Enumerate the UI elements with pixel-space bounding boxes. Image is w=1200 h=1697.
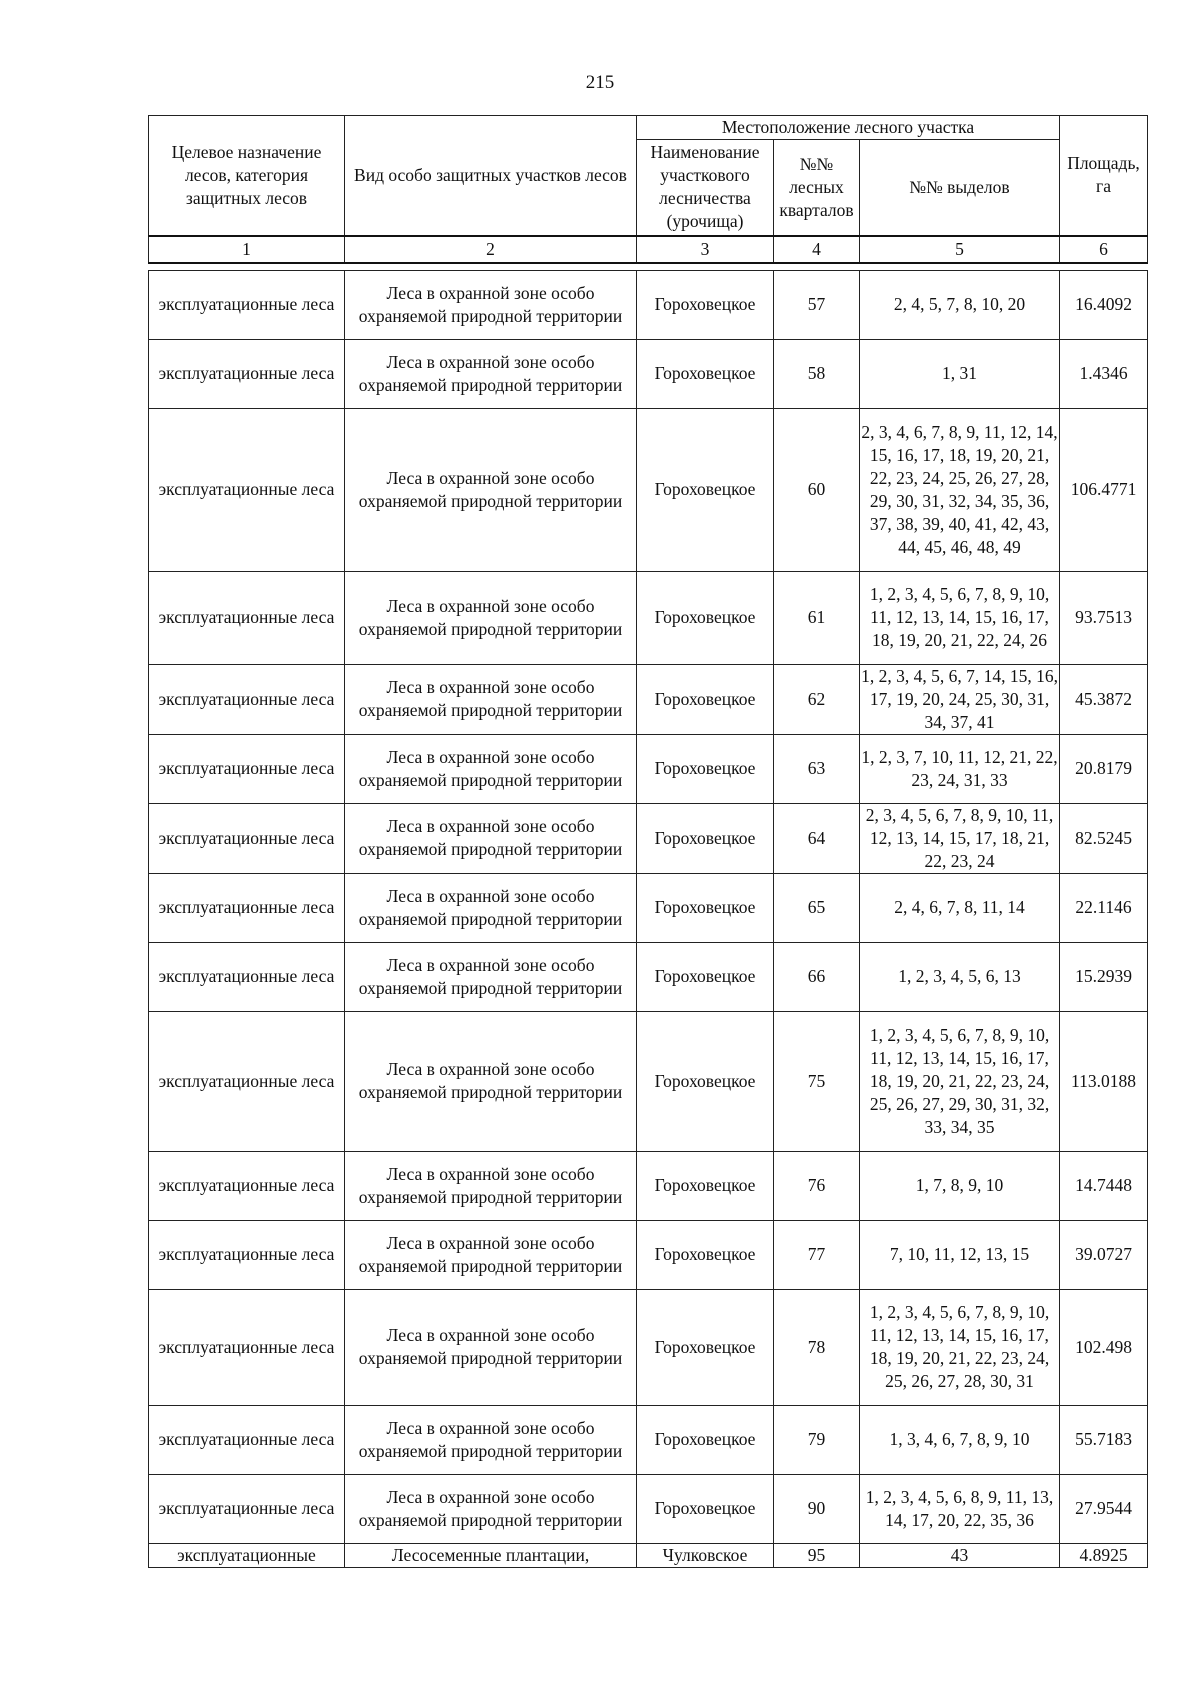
quarter-cell: 75 — [774, 1011, 860, 1151]
type-cell: Леса в охранной зоне особо охраняемой природной территории — [345, 1405, 637, 1474]
plots-cell: 2, 3, 4, 6, 7, 8, 9, 11, 12, 14, 15, 16, 17, 18, 19, 20, 21, 22, 23, 24, 25, 26, 27, 28, 29, 30, 31, 32, 34, 35, 36, 37, 38, 39, 40, 41, 42, 43, 44, 45, 46, 48, 49 — [860, 408, 1060, 571]
purpose-cell: эксплуатационные леса — [149, 1220, 345, 1289]
purpose-cell: эксплуатационные леса — [149, 571, 345, 664]
purpose-cell: эксплуатационные леса — [149, 408, 345, 571]
purpose-cell: эксплуатационные леса — [149, 664, 345, 734]
forestry-cell: Гороховецкое — [637, 873, 774, 942]
quarter-cell: 64 — [774, 803, 860, 873]
quarter-cell: 58 — [774, 339, 860, 408]
type-cell: Леса в охранной зоне особо охраняемой природной территории — [345, 1151, 637, 1220]
column-number: 5 — [860, 236, 1060, 263]
table-row — [149, 873, 1148, 942]
purpose-cell: эксплуатационные леса — [149, 734, 345, 803]
column-number: 3 — [637, 236, 774, 263]
type-cell: Леса в охранной зоне особо охраняемой природной территории — [345, 1474, 637, 1543]
purpose-cell: эксплуатационные леса — [149, 873, 345, 942]
table-row — [149, 1474, 1148, 1543]
header-row-top — [149, 116, 1148, 140]
type-cell: Леса в охранной зоне особо охраняемой природной территории — [345, 942, 637, 1011]
purpose-cell: эксплуатационные леса — [149, 270, 345, 339]
header-plots: №№ выделов — [860, 140, 1060, 236]
table-row — [149, 734, 1148, 803]
purpose-cell: эксплуатационные леса — [149, 803, 345, 873]
type-cell: Леса в охранной зоне особо охраняемой природной территории — [345, 339, 637, 408]
type-cell: Леса в охранной зоне особо охраняемой природной территории — [345, 664, 637, 734]
area-cell: 1.4346 — [1060, 339, 1148, 408]
column-number: 6 — [1060, 236, 1148, 263]
plots-cell: 1, 2, 3, 4, 5, 6, 13 — [860, 942, 1060, 1011]
area-cell: 113.0188 — [1060, 1011, 1148, 1151]
plots-cell: 1, 2, 3, 4, 5, 6, 7, 14, 15, 16, 17, 19, 20, 24, 25, 30, 31, 34, 37, 41 — [860, 664, 1060, 734]
quarter-cell: 63 — [774, 734, 860, 803]
area-cell: 102.498 — [1060, 1289, 1148, 1405]
plots-cell: 1, 2, 3, 4, 5, 6, 7, 8, 9, 10, 11, 12, 13, 14, 15, 16, 17, 18, 19, 20, 21, 22, 24, 26 — [860, 571, 1060, 664]
plots-cell: 2, 3, 4, 5, 6, 7, 8, 9, 10, 11, 12, 13, 14, 15, 17, 18, 21, 22, 23, 24 — [860, 803, 1060, 873]
plots-cell: 1, 2, 3, 4, 5, 6, 8, 9, 11, 13, 14, 17, 20, 22, 35, 36 — [860, 1474, 1060, 1543]
plots-cell: 1, 2, 3, 4, 5, 6, 7, 8, 9, 10, 11, 12, 13, 14, 15, 16, 17, 18, 19, 20, 21, 22, 23, 24, 25, 26, 27, 29, 30, 31, 32, 33, 34, 35 — [860, 1011, 1060, 1151]
quarter-cell: 57 — [774, 270, 860, 339]
quarter-cell: 78 — [774, 1289, 860, 1405]
table-row — [149, 408, 1148, 571]
column-number-row — [149, 236, 1148, 263]
header-location-group: Местоположение лесного участка — [637, 116, 1060, 140]
forestry-cell: Гороховецкое — [637, 1011, 774, 1151]
area-cell: 22.1146 — [1060, 873, 1148, 942]
column-number: 2 — [345, 236, 637, 263]
plots-cell: 7, 10, 11, 12, 13, 15 — [860, 1220, 1060, 1289]
area-cell: 45.3872 — [1060, 664, 1148, 734]
forestry-cell: Гороховецкое — [637, 1474, 774, 1543]
column-number: 1 — [149, 236, 345, 263]
table-row — [149, 1220, 1148, 1289]
type-cell: Леса в охранной зоне особо охраняемой природной территории — [345, 270, 637, 339]
quarter-cell: 65 — [774, 873, 860, 942]
area-cell: 82.5245 — [1060, 803, 1148, 873]
column-number: 4 — [774, 236, 860, 263]
table-row — [149, 664, 1148, 734]
forestry-cell: Гороховецкое — [637, 1151, 774, 1220]
purpose-cell: эксплуатационные леса — [149, 1474, 345, 1543]
forestry-cell: Гороховецкое — [637, 803, 774, 873]
forestry-cell: Гороховецкое — [637, 1405, 774, 1474]
table-row — [149, 1405, 1148, 1474]
plots-cell: 1, 2, 3, 7, 10, 11, 12, 21, 22, 23, 24, 31, 33 — [860, 734, 1060, 803]
area-cell: 55.7183 — [1060, 1405, 1148, 1474]
area-cell: 16.4092 — [1060, 270, 1148, 339]
purpose-cell: эксплуатационные леса — [149, 1011, 345, 1151]
type-cell: Леса в охранной зоне особо охраняемой природной территории — [345, 1289, 637, 1405]
area-cell: 20.8179 — [1060, 734, 1148, 803]
type-cell: Леса в охранной зоне особо охраняемой природной территории — [345, 734, 637, 803]
page-number: 215 — [585, 72, 615, 93]
quarter-cell: 79 — [774, 1405, 860, 1474]
type-cell: Леса в охранной зоне особо охраняемой природной территории — [345, 1011, 637, 1151]
quarter-cell: 62 — [774, 664, 860, 734]
forestry-cell: Гороховецкое — [637, 734, 774, 803]
forestry-cell: Гороховецкое — [637, 408, 774, 571]
plots-cell: 2, 4, 5, 7, 8, 10, 20 — [860, 270, 1060, 339]
area-cell: 27.9544 — [1060, 1474, 1148, 1543]
plots-cell: 1, 3, 4, 6, 7, 8, 9, 10 — [860, 1405, 1060, 1474]
forestry-cell: Гороховецкое — [637, 339, 774, 408]
table-row — [149, 942, 1148, 1011]
header-forestry: Наименование участкового лесничества (урочища) — [637, 140, 774, 236]
area-cell: 39.0727 — [1060, 1220, 1148, 1289]
forest-plots-table — [148, 115, 1148, 1568]
purpose-cell: эксплуатационные леса — [149, 1289, 345, 1405]
purpose-cell: эксплуатационные леса — [149, 339, 345, 408]
table-row — [149, 1289, 1148, 1405]
forestry-cell: Гороховецкое — [637, 1220, 774, 1289]
quarter-cell: 76 — [774, 1151, 860, 1220]
purpose-cell: эксплуатационные леса — [149, 1405, 345, 1474]
plots-cell: 1, 31 — [860, 339, 1060, 408]
type-cell: Лесосеменные плантации, — [345, 1543, 637, 1567]
area-cell: 106.4771 — [1060, 408, 1148, 571]
forestry-cell: Гороховецкое — [637, 942, 774, 1011]
area-cell: 14.7448 — [1060, 1151, 1148, 1220]
quarter-cell: 90 — [774, 1474, 860, 1543]
type-cell: Леса в охранной зоне особо охраняемой природной территории — [345, 1220, 637, 1289]
purpose-cell: эксплуатационные — [149, 1543, 345, 1567]
purpose-cell: эксплуатационные леса — [149, 1151, 345, 1220]
forestry-cell: Гороховецкое — [637, 664, 774, 734]
table-row — [149, 270, 1148, 339]
area-cell: 4.8925 — [1060, 1543, 1148, 1567]
type-cell: Леса в охранной зоне особо охраняемой природной территории — [345, 873, 637, 942]
header-quarters: №№ лесных кварталов — [774, 140, 860, 236]
header-purpose: Целевое назначение лесов, категория защитных лесов — [149, 116, 345, 236]
header-gap — [149, 263, 1148, 271]
plots-cell: 2, 4, 6, 7, 8, 11, 14 — [860, 873, 1060, 942]
quarter-cell: 95 — [774, 1543, 860, 1567]
quarter-cell: 61 — [774, 571, 860, 664]
area-cell: 93.7513 — [1060, 571, 1148, 664]
plots-cell: 1, 2, 3, 4, 5, 6, 7, 8, 9, 10, 11, 12, 13, 14, 15, 16, 17, 18, 19, 20, 21, 22, 23, 24, 25, 26, 27, 28, 30, 31 — [860, 1289, 1060, 1405]
header-area: Площадь, га — [1060, 116, 1148, 236]
forestry-cell: Чулковское — [637, 1543, 774, 1567]
plots-cell: 43 — [860, 1543, 1060, 1567]
quarter-cell: 77 — [774, 1220, 860, 1289]
quarter-cell: 66 — [774, 942, 860, 1011]
header-protected-type: Вид особо защитных участков лесов — [345, 116, 637, 236]
table-row — [149, 571, 1148, 664]
type-cell: Леса в охранной зоне особо охраняемой природной территории — [345, 408, 637, 571]
forestry-cell: Гороховецкое — [637, 270, 774, 339]
table-row — [149, 1151, 1148, 1220]
table-row — [149, 1011, 1148, 1151]
purpose-cell: эксплуатационные леса — [149, 942, 345, 1011]
plots-cell: 1, 7, 8, 9, 10 — [860, 1151, 1060, 1220]
type-cell: Леса в охранной зоне особо охраняемой природной территории — [345, 571, 637, 664]
table-row — [149, 1543, 1148, 1567]
type-cell: Леса в охранной зоне особо охраняемой природной территории — [345, 803, 637, 873]
quarter-cell: 60 — [774, 408, 860, 571]
area-cell: 15.2939 — [1060, 942, 1148, 1011]
forestry-cell: Гороховецкое — [637, 1289, 774, 1405]
forestry-cell: Гороховецкое — [637, 571, 774, 664]
table-row — [149, 803, 1148, 873]
table-row — [149, 339, 1148, 408]
